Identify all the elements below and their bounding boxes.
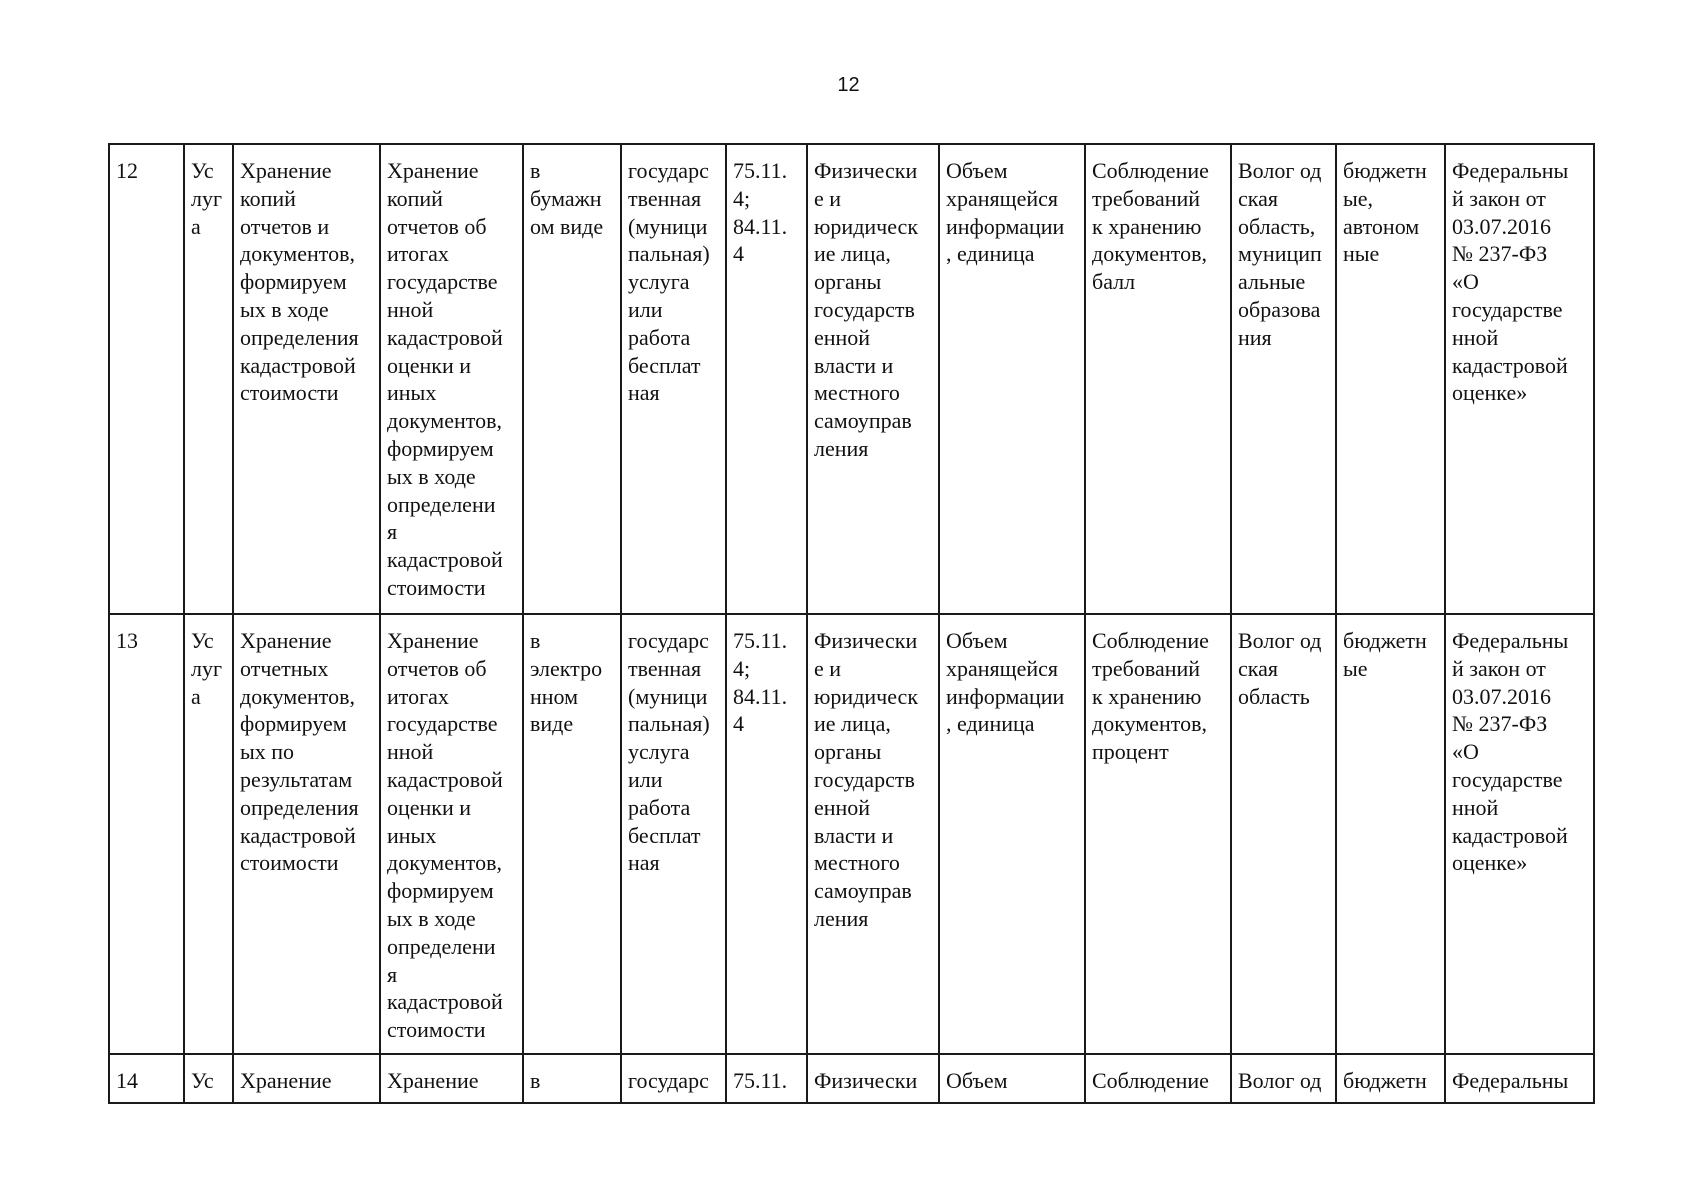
- volume-indicator-cell: Объем хранящейся информации , единица: [939, 144, 1085, 614]
- territory-cell: Волог од ская область, муницип альные образова ния: [1231, 144, 1336, 614]
- activity-codes-cell: 75.11.: [726, 1054, 807, 1103]
- territory-cell: Волог од ская область: [1231, 614, 1336, 1054]
- volume-indicator-cell: Объем хранящейся информации , единица: [939, 614, 1085, 1054]
- service-content-cell: Хранение копий отчетов об итогах государстве нной кадастровой оценки и иных документов, формируем ых в ходе определени я кадастровой стоимости: [380, 144, 523, 614]
- table-row: [109, 144, 1594, 614]
- row-number-cell: 13: [109, 614, 184, 1054]
- legal-basis-cell: Федеральны й закон от 03.07.2016 № 237-ФЗ «О государстве нной кадастровой оценке»: [1445, 614, 1594, 1054]
- service-content-cell: Хранение: [380, 1054, 523, 1103]
- consumers-cell: Физически е и юридическ ие лица, органы государств енной власти и местного самоуправ ления: [807, 614, 939, 1054]
- type-cell: Ус: [184, 1054, 233, 1103]
- territory-cell: Волог од: [1231, 1054, 1336, 1103]
- services-registry-table: [108, 143, 1595, 1104]
- legal-basis-cell: Федеральны й закон от 03.07.2016 № 237-ФЗ «О государстве нной кадастровой оценке»: [1445, 144, 1594, 614]
- row-number-cell: 14: [109, 1054, 184, 1103]
- service-name-cell: Хранение: [233, 1054, 380, 1103]
- page-number: 12: [837, 74, 860, 96]
- quality-indicator-cell: Соблюдение требований к хранению документов, процент: [1085, 614, 1231, 1054]
- activity-codes-cell: 75.11. 4; 84.11. 4: [726, 144, 807, 614]
- service-kind-cell: государс: [621, 1054, 726, 1103]
- volume-indicator-cell: Объем: [939, 1054, 1085, 1103]
- institution-types-cell: бюджетн ые: [1336, 614, 1445, 1054]
- type-cell: Ус луг а: [184, 614, 233, 1054]
- activity-codes-cell: 75.11. 4; 84.11. 4: [726, 614, 807, 1054]
- service-name-cell: Хранение отчетных документов, формируем ых по результатам определения кадастровой стоимости: [233, 614, 380, 1054]
- quality-indicator-cell: Соблюдение: [1085, 1054, 1231, 1103]
- institution-types-cell: бюджетн: [1336, 1054, 1445, 1103]
- consumers-cell: Физически: [807, 1054, 939, 1103]
- delivery-form-cell: в бумажн ом виде: [523, 144, 621, 614]
- delivery-form-cell: в электро нном виде: [523, 614, 621, 1054]
- delivery-form-cell: в: [523, 1054, 621, 1103]
- consumers-cell: Физически е и юридическ ие лица, органы государств енной власти и местного самоуправ ления: [807, 144, 939, 614]
- service-kind-cell: государс твенная (муници пальная) услуга или работа бесплат ная: [621, 614, 726, 1054]
- quality-indicator-cell: Соблюдение требований к хранению документов, балл: [1085, 144, 1231, 614]
- service-name-cell: Хранение копий отчетов и документов, формируем ых в ходе определения кадастровой стоимости: [233, 144, 380, 614]
- table-row: [109, 614, 1594, 1054]
- service-content-cell: Хранение отчетов об итогах государстве нной кадастровой оценки и иных документов, формируем ых в ходе определени я кадастровой стоимости: [380, 614, 523, 1054]
- institution-types-cell: бюджетн ые, автоном ные: [1336, 144, 1445, 614]
- table-row: [109, 1054, 1594, 1103]
- type-cell: Ус луг а: [184, 144, 233, 614]
- service-kind-cell: государс твенная (муници пальная) услуга или работа бесплат ная: [621, 144, 726, 614]
- row-number-cell: 12: [109, 144, 184, 614]
- legal-basis-cell: Федеральны: [1445, 1054, 1594, 1103]
